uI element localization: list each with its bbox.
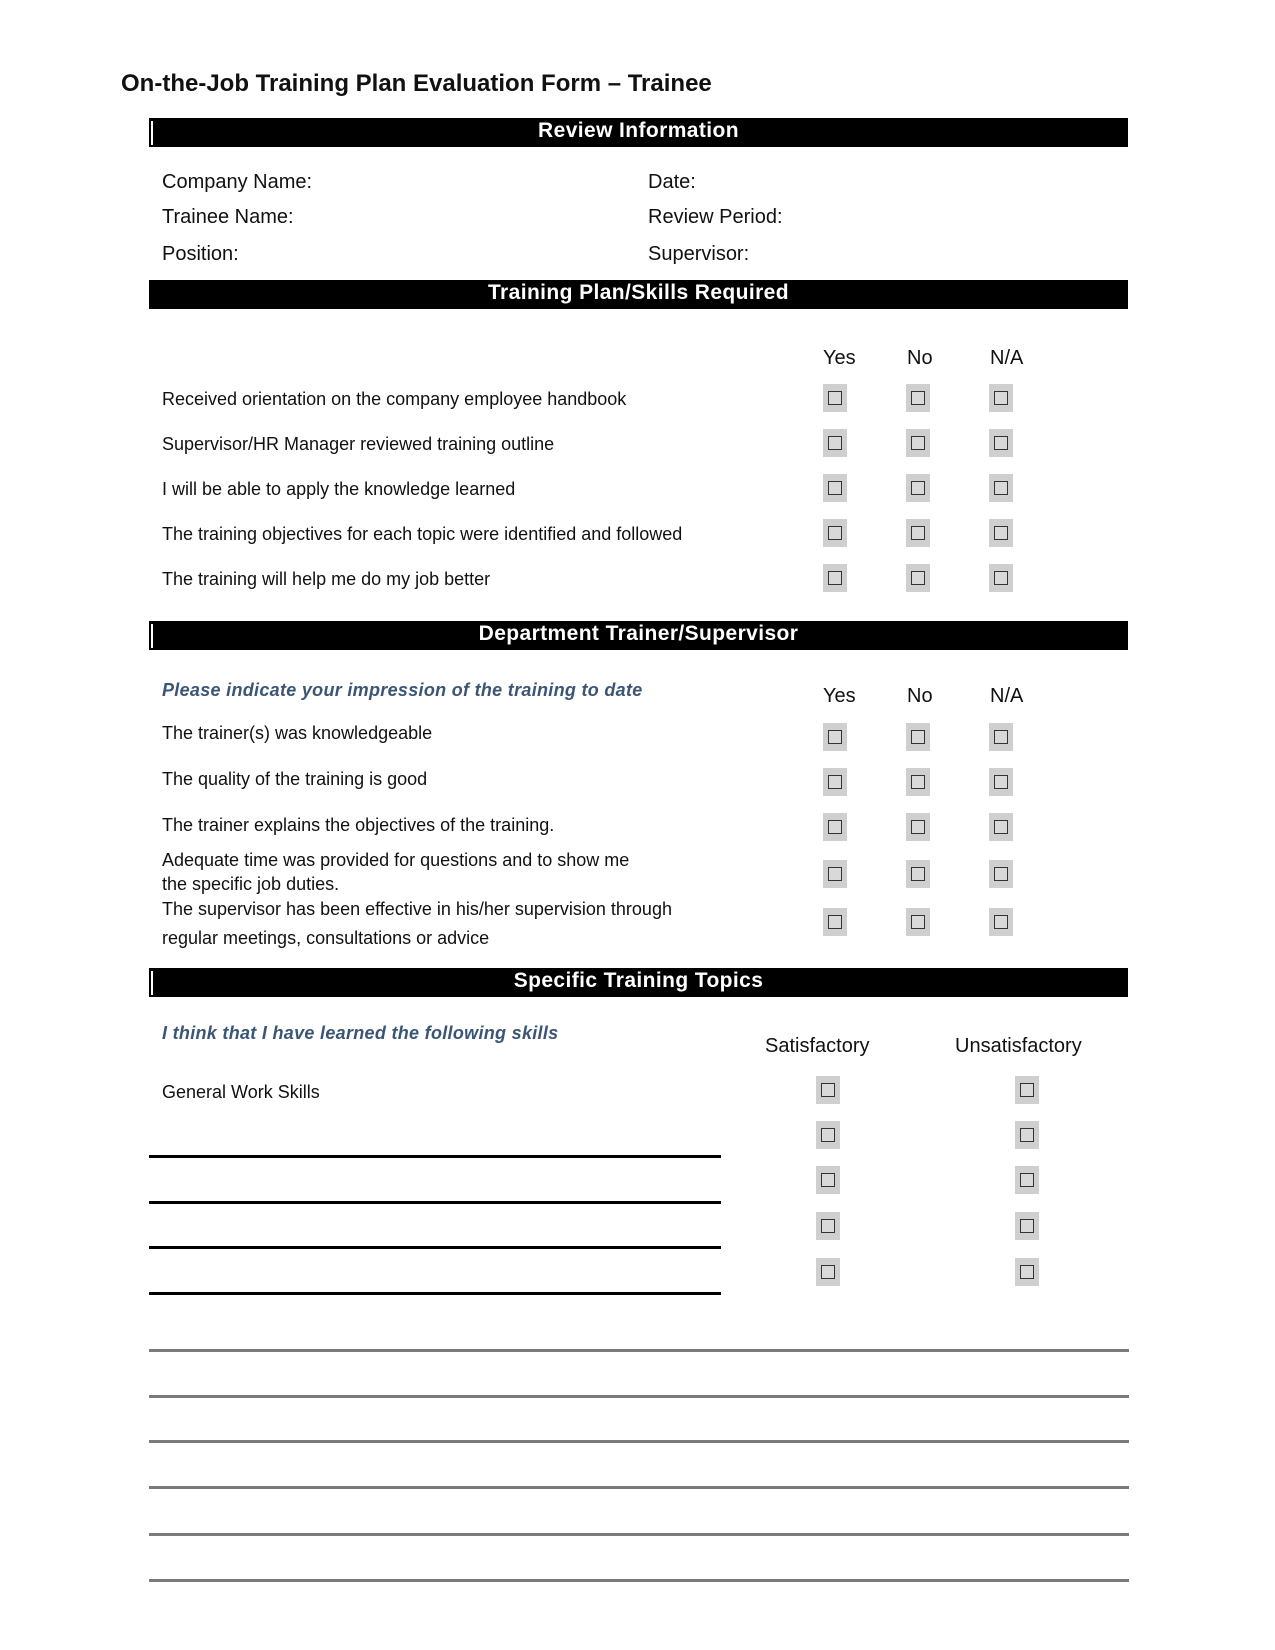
unsatisfactory-checkbox[interactable] xyxy=(1015,1121,1039,1149)
yes-checkbox[interactable] xyxy=(823,723,847,751)
training-plan-item: I will be able to apply the knowledge learned xyxy=(162,479,516,499)
review-period-label: Review Period: xyxy=(648,206,783,228)
no-checkbox[interactable] xyxy=(906,723,930,751)
na-checkbox[interactable] xyxy=(989,813,1013,841)
na-checkbox[interactable] xyxy=(989,908,1013,936)
section-header-department: Department Trainer/Supervisor xyxy=(149,621,1128,650)
satisfactory-checkbox[interactable] xyxy=(816,1212,840,1240)
unsatisfactory-checkbox[interactable] xyxy=(1015,1212,1039,1240)
no-checkbox[interactable] xyxy=(906,564,930,592)
no-checkbox[interactable] xyxy=(906,519,930,547)
department-item: The supervisor has been effective in his/her supervision through xyxy=(162,899,672,919)
na-checkbox[interactable] xyxy=(989,723,1013,751)
column-no: No xyxy=(907,347,933,369)
yes-checkbox[interactable] xyxy=(823,564,847,592)
position-label: Position: xyxy=(162,243,239,265)
column-yes: Yes xyxy=(823,685,856,707)
department-item: The trainer explains the objectives of the training. xyxy=(162,815,555,835)
comment-line[interactable] xyxy=(149,1440,1129,1443)
unsatisfactory-checkbox[interactable] xyxy=(1015,1076,1039,1104)
satisfactory-checkbox[interactable] xyxy=(816,1076,840,1104)
supervisor-label: Supervisor: xyxy=(648,243,750,265)
yes-checkbox[interactable] xyxy=(823,813,847,841)
unsatisfactory-checkbox[interactable] xyxy=(1015,1166,1039,1194)
na-checkbox[interactable] xyxy=(989,564,1013,592)
na-checkbox[interactable] xyxy=(989,429,1013,457)
column-no: No xyxy=(907,685,933,707)
column-yes: Yes xyxy=(823,347,856,369)
no-checkbox[interactable] xyxy=(906,768,930,796)
department-item: The trainer(s) was knowledgeable xyxy=(162,723,433,743)
training-plan-item: Supervisor/HR Manager reviewed training outline xyxy=(162,434,555,454)
section-header-review: Review Information xyxy=(149,118,1128,147)
department-item: The quality of the training is good xyxy=(162,769,428,789)
yes-checkbox[interactable] xyxy=(823,429,847,457)
comment-line[interactable] xyxy=(149,1486,1129,1489)
column-unsatisfactory: Unsatisfactory xyxy=(955,1035,1082,1057)
yes-checkbox[interactable] xyxy=(823,474,847,502)
no-checkbox[interactable] xyxy=(906,474,930,502)
topic-item: General Work Skills xyxy=(162,1082,320,1102)
yes-checkbox[interactable] xyxy=(823,768,847,796)
column-satisfactory: Satisfactory xyxy=(765,1035,870,1057)
date-label: Date: xyxy=(648,171,696,193)
topic-write-in-line[interactable] xyxy=(149,1292,721,1295)
training-plan-item: Received orientation on the company employee handbook xyxy=(162,389,627,409)
section-header-training-plan: Training Plan/Skills Required xyxy=(149,280,1128,309)
comment-line[interactable] xyxy=(149,1395,1129,1398)
department-item: Adequate time was provided for questions and to show me xyxy=(162,850,630,870)
training-plan-item: The training will help me do my job better xyxy=(162,569,491,589)
topic-write-in-line[interactable] xyxy=(149,1246,721,1249)
company-name-label: Company Name: xyxy=(162,171,313,193)
unsatisfactory-checkbox[interactable] xyxy=(1015,1258,1039,1286)
na-checkbox[interactable] xyxy=(989,860,1013,888)
yes-checkbox[interactable] xyxy=(823,519,847,547)
satisfactory-checkbox[interactable] xyxy=(816,1258,840,1286)
department-prompt: Please indicate your impression of the training to date xyxy=(162,680,643,700)
department-item-continued: the specific job duties. xyxy=(162,874,340,894)
na-checkbox[interactable] xyxy=(989,519,1013,547)
comment-line[interactable] xyxy=(149,1579,1129,1582)
satisfactory-checkbox[interactable] xyxy=(816,1121,840,1149)
trainee-name-label: Trainee Name: xyxy=(162,206,294,228)
no-checkbox[interactable] xyxy=(906,860,930,888)
department-item-continued: regular meetings, consultations or advice xyxy=(162,928,490,948)
na-checkbox[interactable] xyxy=(989,474,1013,502)
yes-checkbox[interactable] xyxy=(823,384,847,412)
yes-checkbox[interactable] xyxy=(823,908,847,936)
page-title: On-the-Job Training Plan Evaluation Form – Trainee xyxy=(121,70,712,97)
no-checkbox[interactable] xyxy=(906,384,930,412)
no-checkbox[interactable] xyxy=(906,813,930,841)
training-plan-item: The training objectives for each topic were identified and followed xyxy=(162,524,683,544)
no-checkbox[interactable] xyxy=(906,908,930,936)
yes-checkbox[interactable] xyxy=(823,860,847,888)
no-checkbox[interactable] xyxy=(906,429,930,457)
na-checkbox[interactable] xyxy=(989,384,1013,412)
column-na: N/A xyxy=(990,347,1024,369)
topic-write-in-line[interactable] xyxy=(149,1201,721,1204)
comment-line[interactable] xyxy=(149,1533,1129,1536)
satisfactory-checkbox[interactable] xyxy=(816,1166,840,1194)
topics-prompt: I think that I have learned the following skills xyxy=(162,1023,559,1043)
column-na: N/A xyxy=(990,685,1024,707)
comment-line[interactable] xyxy=(149,1349,1129,1352)
topic-write-in-line[interactable] xyxy=(149,1155,721,1158)
section-header-topics: Specific Training Topics xyxy=(149,968,1128,997)
na-checkbox[interactable] xyxy=(989,768,1013,796)
